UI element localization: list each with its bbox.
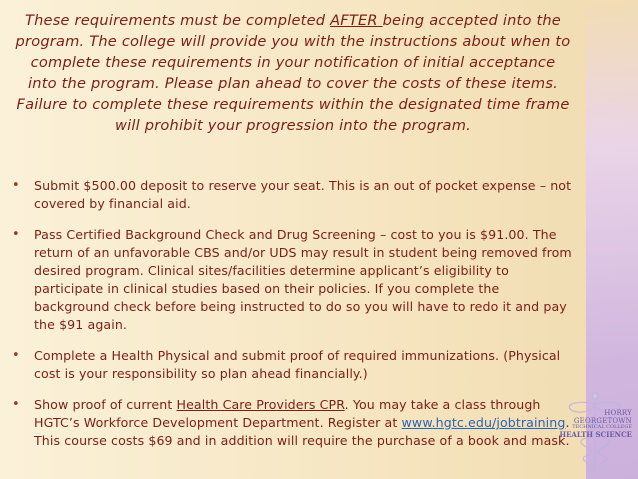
logo-line-3: HEALTH SCIENCE: [559, 429, 632, 439]
list-item-text: Complete a Health Physical and submit proof of required immunizations. (Physical cost is your responsibility so plan ahead financially.): [34, 348, 561, 381]
logo-line-1: HORRY GEORGETOWN: [573, 409, 632, 425]
list-item-text: Pass Certified Background Check and Drug Screening – cost to you is $91.00. The return of an unfavorable CBS and/or UDS may result in student being removed from desired program. Clinical sites/facilities determine applicant’s eligibility to participate in clinical studies based on their policies. If you complete the background check before being instructed to do so you will have to redo it and pay the $91 again.: [34, 227, 572, 332]
intro-text-start: These requirements must be completed: [24, 12, 331, 29]
list-item-text: Submit $500.00 deposit to reserve your seat. This is an out of pocket expense – not covered by financial aid.: [34, 178, 572, 211]
cpr-underlined-text: Health Care Providers CPR: [176, 397, 345, 412]
intro-text-rest: being accepted into the program. The college will provide you with the instructions about when to complete these requirements in your notification of initial acceptance into the program. Please plan ahead to cover the costs of these items. Failure to complete these requirements within the designated time frame will prohibit your progression into the program.: [15, 12, 571, 134]
jobtraining-link[interactable]: www.hgtc.edu/jobtraining: [401, 415, 566, 430]
bullet-icon: •: [12, 178, 20, 193]
college-logo-text: [552, 410, 632, 439]
list-item: [12, 177, 572, 213]
list-item: [12, 347, 572, 383]
bullet-icon: •: [12, 397, 20, 412]
intro-paragraph: [14, 10, 572, 136]
intro-emphasis: AFTER: [330, 12, 383, 29]
list-item-text-end: . This course costs $69 and in addition will require the purchase of a book and mask.: [34, 415, 570, 448]
logo-line-2: TECHNICAL COLLEGE: [572, 424, 632, 431]
bullet-icon: •: [12, 227, 20, 242]
requirements-list: [12, 177, 572, 463]
bullet-icon: •: [12, 348, 20, 363]
list-item-text-start: Show proof of current: [34, 397, 177, 412]
list-item-text-mid: . You may take a class through HGTC’s Workforce Development Department. Register at: [34, 397, 541, 430]
list-item: [12, 226, 572, 334]
list-item: [12, 396, 572, 450]
